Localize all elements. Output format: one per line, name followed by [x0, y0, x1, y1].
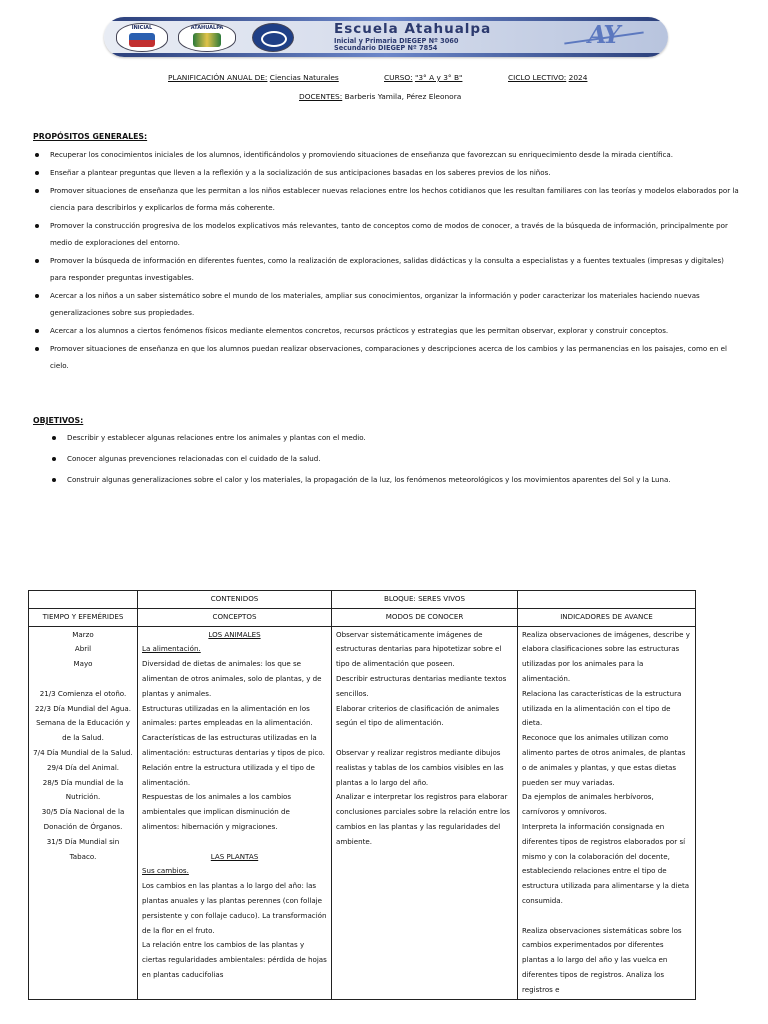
list-item: Enseñar a plantear preguntas que lleven a la reflexión y a la socialización de sus anticipaciones basadas en los saberes previos de los niños. [33, 164, 739, 181]
inicial-logo [116, 23, 168, 52]
efemeride: 28/5 Día mundial de la Nutrición. [42, 777, 124, 802]
atahualpa-logo [178, 23, 236, 52]
list-item: Describir y establecer algunas relaciones entre los animales y plantas con el medio. [50, 429, 740, 446]
plan-subject-line [168, 73, 339, 82]
efemeride: 30/5 Día Nacional de la Donación de Órganos. [41, 807, 125, 831]
concept-text: Estructuras utilizadas en la alimentación en los animales: partes empleadas en la alimentación. [142, 703, 313, 728]
modo-text: Observar sistemáticamente imágenes de estructuras dentarias para hipotetizar sobre el tipo de alimentación que poseen. [336, 629, 502, 669]
efemeride: 22/3 Día Mundial del Agua. Semana de la Educación y de la Salud. [35, 703, 131, 743]
modo-text: Observar y realizar registros mediante dibujos realistas y tablas de los cambios visibles en las plantas a lo largo del año. [336, 747, 504, 787]
list-item: Conocer algunas prevenciones relacionadas con el cuidado de la salud. [50, 450, 740, 467]
list-item: Promover la construcción progresiva de los modelos explicativos más relevantes, tanto de conceptos como de modos de conocer, a través de la búsqueda de información, principalmente por medio de exploraciones del entorno. [33, 217, 739, 251]
table-row [29, 608, 696, 626]
indicadores-column-header: INDICADORES DE AVANCE [518, 608, 696, 626]
plantas-subtitle: Sus cambios. [142, 866, 189, 876]
efemeride: 31/5 Día Mundial sin Tabaco. [46, 836, 120, 861]
school-header-banner [104, 17, 668, 57]
ciclo-label: CICLO LECTIVO: [508, 73, 567, 82]
curso-label: CURSO: [384, 73, 413, 82]
month-label: Marzo [72, 629, 94, 639]
table-cell-empty [518, 591, 696, 609]
inicial-logo-caption: INICIAL [131, 25, 153, 31]
tiempo-column-header: TIEMPO Y EFEMÉRIDES [29, 608, 138, 626]
docentes-line [299, 92, 461, 101]
indicadores-cell [518, 626, 696, 999]
school-registry-primary: Inicial y Primaria DIEGEP Nº 3060 [334, 37, 459, 45]
indicador-text: Realiza observaciones de imágenes, describe y elabora clasificaciones sobre las estructuras utilizadas por los animales para la alimentación. [522, 629, 690, 683]
modos-column-header: MODOS DE CONOCER [332, 608, 518, 626]
efemeride: 7/4 Día Mundial de la Salud. [33, 747, 133, 757]
list-item: Promover situaciones de enseñanza en que los alumnos puedan realizar observaciones, comparaciones y descripciones acerca de los cambios y las permanencias en los paisajes, como en el cielo. [33, 340, 739, 374]
conceptos-cell [138, 626, 332, 999]
list-item: Construir algunas generalizaciones sobre el calor y los materiales, la propagación de la luz, los fenómenos meteorológicos y los movimientos aparentes del Sol y la Luna. [50, 471, 740, 488]
propositos-list [33, 146, 739, 375]
list-item: Promover situaciones de enseñanza que les permitan a los niños establecer nuevas relaciones entre los hechos cotidianos que les resultan familiares con las teorías y modelos elaborados por la ciencia para describirlos y explicarlos de forma más coherente. [33, 182, 739, 216]
concept-text: La relación entre los cambios de las plantas y ciertas regularidades ambientales: pérdida de hojas en plantas caducifolias [142, 940, 327, 979]
atahualpa-logo-caption: ATAHUALPA [190, 25, 224, 31]
list-item: Recuperar los conocimientos iniciales de los alumnos, identificándolos y promoviendo situaciones de enseñanza que favorezcan su enriquecimiento desde la mirada científica. [33, 146, 739, 163]
bloque-header: BLOQUE: SERES VIVOS [332, 591, 518, 609]
modo-text: Describir estructuras dentarias mediante textos sencillos. [336, 673, 507, 698]
banner-bottom-stripe [104, 53, 668, 57]
plantas-block-title: LAS PLANTAS [210, 851, 259, 861]
concept-text: Diversidad de dietas de animales: los que se alimentan de otros animales, solo de plantas, y de plantas y animales. [142, 659, 322, 698]
school-registry-secondary: Secundario DIEGEP Nº 7854 [334, 44, 438, 52]
objetivos-list [50, 429, 740, 492]
table-cell-empty [29, 591, 138, 609]
seal-ring-icon [261, 31, 287, 47]
ciclo-value: 2024 [568, 73, 588, 82]
plan-label: PLANIFICACIÓN ANUAL DE: [168, 73, 268, 82]
month-label: Abril [74, 644, 92, 654]
concept-text: Respuestas de los animales a los cambios ambientales que implican disminución de alimentos: hibernación y migraciones. [142, 792, 292, 831]
indicador-text: Realiza observaciones sistemáticas sobre los cambios experimentados por diferentes plantas a lo largo del año y las vuelca en diferentes tipos de registros. Analiza los registros e [522, 925, 682, 994]
indicador-text: Relaciona las características de la estructura utilizada en la alimentación con el tipo de dieta. [522, 688, 682, 728]
indicador-text: Interpreta la información consignada en diferentes tipos de registros elaborados por sí mismo y con la colaboración del docente, estableciendo relaciones entre el tipo de estructura utilizada para alimentarse y la dieta consumida. [522, 821, 690, 905]
curso-value: "3° A y 3° B" [414, 73, 463, 82]
ciclo-line [508, 73, 587, 82]
indicador-text: Reconoce que los animales utilizan como alimento partes de otros animales, de plantas o de animales y plantas, y que estas dietas pueden ser muy variadas. [522, 733, 686, 787]
atahualpa-emblem-icon [193, 33, 221, 47]
inicial-emblem-icon [129, 33, 155, 47]
list-item: Acercar a los alumnos a ciertos fenómenos físicos mediante elementos concretos, recursos prácticos y estrategias que les permitan observar, explorar y construir conceptos. [33, 322, 739, 339]
school-name: Escuela Atahualpa [334, 21, 492, 37]
list-item: Acercar a los niños a un saber sistemático sobre el mundo de los materiales, ampliar sus conocimientos, organizar la información y poder caracterizar los materiales haciendo nuevas generalizaciones sobre sus propiedades. [33, 287, 739, 321]
list-item: Promover la búsqueda de información en diferentes fuentes, como la realización de exploraciones, salidas didácticas y la consulta a especialistas y a fuentes textuales (impresas y digitales) para responder preguntas investigables. [33, 252, 739, 286]
concept-text: Relación entre la estructura utilizada y el tipo de alimentación. [142, 762, 315, 787]
ay-monogram-logo: AY [588, 20, 619, 49]
month-label: Mayo [73, 659, 93, 669]
plan-value: Ciencias Naturales [269, 73, 339, 82]
curso-line [384, 73, 462, 82]
concept-text: Características de las estructuras utilizadas en la alimentación: estructuras dentarias y tipos de pico. [142, 733, 325, 757]
secundario-seal-icon [252, 23, 294, 52]
table-row [29, 626, 696, 999]
efemeride: 29/4 Día del Animal. [46, 762, 120, 772]
animales-block-title: LOS ANIMALES [208, 629, 261, 639]
efemeride: 21/3 Comienza el otoño. [39, 688, 127, 698]
docentes-value: Barberis Yamila, Pérez Eleonora [344, 92, 462, 101]
propositos-heading: PROPÓSITOS GENERALES: [33, 132, 148, 141]
conceptos-column-header: CONCEPTOS [138, 608, 332, 626]
concept-text: Los cambios en las plantas a lo largo del año: las plantas anuales y las plantas perennes (con follaje persistente y con follaje caduco). La transformación de la flor en el fruto. [142, 881, 327, 935]
docentes-label: DOCENTES: [299, 92, 343, 101]
modo-text: Analizar e interpretar los registros para elaborar conclusiones parciales sobre la relación entre los cambios en las plantas y las regularidades del ambiente. [336, 792, 510, 846]
table-row [29, 591, 696, 609]
tiempo-cell [29, 626, 138, 999]
planning-table [28, 590, 696, 1000]
indicador-text: Da ejemplos de animales herbívoros, carnívoros y omnívoros. [522, 792, 654, 817]
modo-text: Elaborar criterios de clasificación de animales según el tipo de alimentación. [336, 703, 500, 728]
contenidos-header: CONTENIDOS [138, 591, 332, 609]
modos-cell [332, 626, 518, 999]
objetivos-heading: OBJETIVOS: [33, 416, 84, 425]
animales-subtitle: La alimentación. [142, 644, 201, 654]
